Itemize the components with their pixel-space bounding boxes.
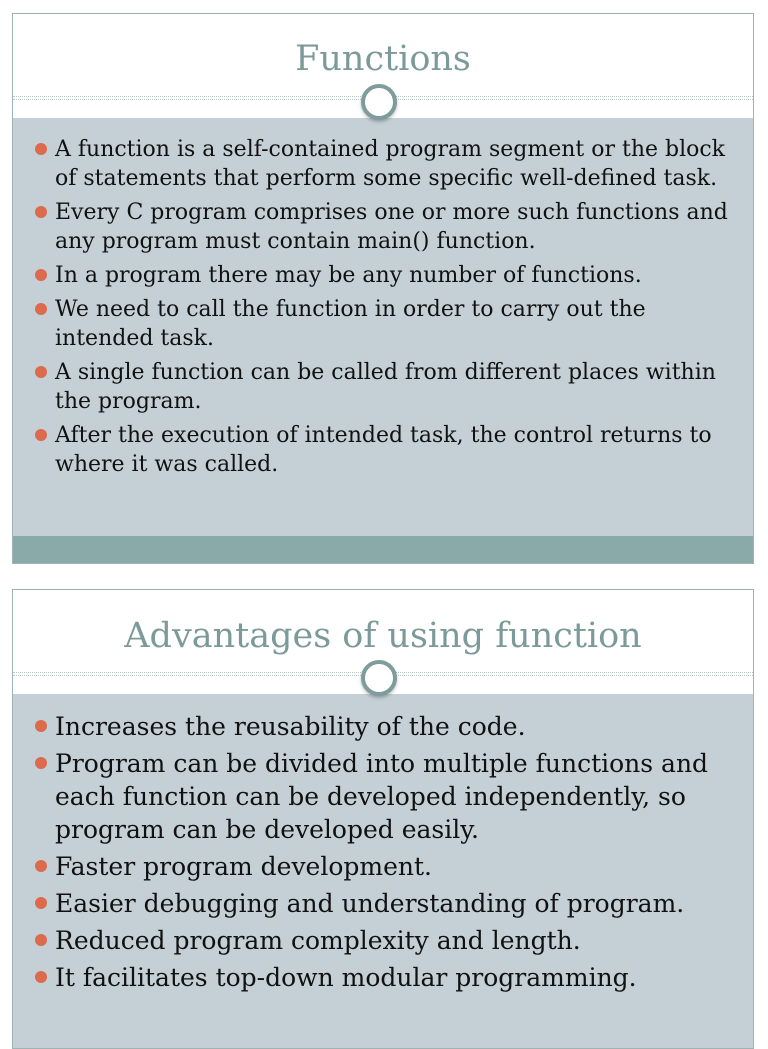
bullet-text: We need to call the function in order to carry out the intended task. bbox=[55, 297, 646, 351]
footer-bar bbox=[13, 536, 753, 563]
bullet-text: Every C program comprises one or more such functions and any program must contain main() function. bbox=[55, 200, 728, 254]
bullet-dot-icon bbox=[35, 429, 47, 441]
bullet-item bbox=[33, 135, 737, 193]
bullet-item bbox=[33, 747, 737, 846]
slide-advantages bbox=[12, 589, 754, 1049]
bullet-text: In a program there may be any number of functions. bbox=[55, 263, 642, 288]
ring-ornament-icon bbox=[361, 660, 397, 696]
bullet-item bbox=[33, 295, 737, 353]
slide-content bbox=[13, 118, 753, 536]
bullet-dot-icon bbox=[35, 757, 47, 769]
slide-title-area bbox=[13, 14, 753, 108]
bullet-text: Reduced program complexity and length. bbox=[55, 926, 581, 955]
bullet-dot-icon bbox=[35, 934, 47, 946]
bullet-dot-icon bbox=[35, 897, 47, 909]
slide-functions bbox=[12, 13, 754, 564]
bullet-item bbox=[33, 421, 737, 479]
bullet-text: Faster program development. bbox=[55, 852, 433, 881]
bullet-text: Increases the reusability of the code. bbox=[55, 712, 526, 741]
bullet-item bbox=[33, 924, 737, 957]
bullet-item bbox=[33, 710, 737, 743]
bullet-text: Easier debugging and understanding of program. bbox=[55, 889, 685, 918]
bullet-dot-icon bbox=[35, 366, 47, 378]
bullet-text: A single function can be called from different places within the program. bbox=[55, 360, 716, 414]
bullet-item bbox=[33, 961, 737, 994]
bullet-dot-icon bbox=[35, 269, 47, 281]
bullet-dot-icon bbox=[35, 860, 47, 872]
slide-title: Functions bbox=[295, 39, 471, 79]
bullet-item bbox=[33, 850, 737, 883]
bullet-item bbox=[33, 198, 737, 256]
bullet-dot-icon bbox=[35, 206, 47, 218]
bullet-dot-icon bbox=[35, 720, 47, 732]
bullet-list bbox=[33, 135, 737, 484]
ring-ornament-icon bbox=[361, 84, 397, 120]
bullet-list bbox=[33, 710, 737, 998]
bullet-item bbox=[33, 261, 737, 290]
bullet-dot-icon bbox=[35, 143, 47, 155]
slide-title: Advantages of using function bbox=[124, 616, 642, 656]
slide-title-area bbox=[13, 590, 753, 684]
bullet-item bbox=[33, 358, 737, 416]
slide-content bbox=[13, 694, 753, 1048]
bullet-text: Program can be divided into multiple functions and each function can be developed independently, so program can be developed easily. bbox=[55, 749, 709, 844]
bullet-text: It facilitates top-down modular programming. bbox=[55, 963, 637, 992]
bullet-dot-icon bbox=[35, 303, 47, 315]
bullet-item bbox=[33, 887, 737, 920]
bullet-dot-icon bbox=[35, 971, 47, 983]
bullet-text: A function is a self-contained program segment or the block of statements that perform some specific well-defined task. bbox=[55, 137, 726, 191]
bullet-text: After the execution of intended task, the control returns to where it was called. bbox=[55, 423, 712, 477]
